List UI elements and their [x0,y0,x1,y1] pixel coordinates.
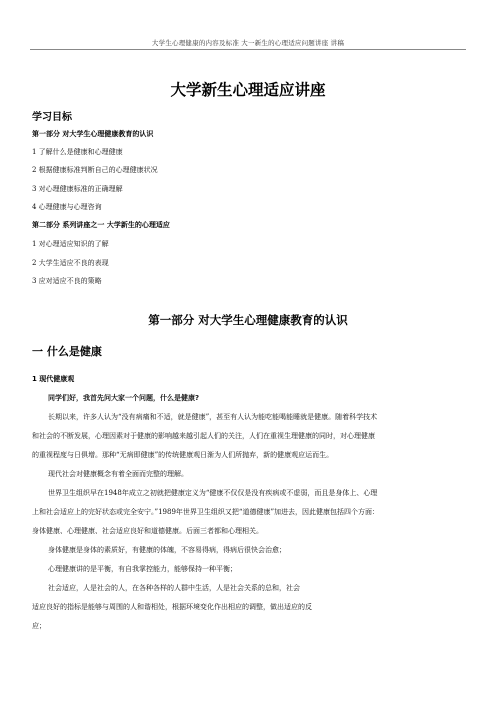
section1-item: 1 了解什么是健康和心理健康 [32,148,123,156]
header-divider [30,49,466,50]
paragraph-line: 身体健康是身体的素质好，有健康的体魄，不容易得病，得病后很快会治愈； [48,546,286,554]
learning-goals-heading: 学习目标 [32,112,72,123]
paragraph-line: 上和社会适应上的完好状态或完全安宁。”1989年世界卫生组织又把“道德健康”加进去，因此健康包括四个方面： [32,508,380,516]
document-title: 大学新生心理适应讲座 [170,81,326,99]
paragraph-line: 的重视程度与日俱增。那种“无病即健康”的传统健康观日渐为人们所抛弃，新的健康观应运而生。 [32,451,334,459]
paragraph-line: 同学们好，我首先问大家一个问题，什么是健康? [48,394,200,402]
paragraph-line: 和社会的不断发展，心理因素对于健康的影响越来越引起人们的关注，人们在重视生理健康的同时，对心理健康 [32,432,375,440]
section1-heading: 第一部分 对大学生心理健康教育的认识 [32,130,154,138]
section2-item: 1 对心理适应知识的了解 [32,240,109,248]
heading-modern-health-view: 1 现代健康观 [32,375,75,383]
paragraph-line: 身体健康、心理健康、社会适应良好和道德健康。后面三者都和心理相关。 [32,527,263,535]
paragraph-line: 应； [32,622,46,630]
paragraph-line: 现代社会对健康概念有着全面而完整的理解。 [48,470,188,478]
paragraph-line: 长期以来，许多人认为“没有病痛和不适，就是健康”，甚至有人认为能吃能喝能睡就是健康。随着科学技术 [48,413,378,421]
section2-item: 2 大学生适应不良的表现 [32,259,109,267]
paragraph-line: 世界卫生组织早在1948年成立之初就把健康定义为“健康不仅仅是没有疾病或不虚弱，而且是身体上、心理 [48,489,378,497]
section2-heading: 第二部分 系列讲座之一 大学新生的心理适应 [32,221,170,229]
paragraph-line: 社会适应，人是社会的人，在各种各样的人群中生活，人是社会关系的总和，社会 [48,584,300,592]
section1-item: 2 根据健康标准判断自己的心理健康状况 [32,166,158,174]
part-title: 第一部分 对大学生心理健康教育的认识 [148,313,348,327]
section1-item: 4 心理健康与心理咨询 [32,203,102,211]
paragraph-line: 心理健康讲的是平衡，有自我掌控能力，能够保持一种平衡； [48,565,237,573]
heading-what-is-health: 一 什么是健康 [32,345,102,358]
section1-item: 3 对心理健康标准的正确理解 [32,185,123,193]
section2-item: 3 应对适应不良的策略 [32,277,102,285]
running-header: 大学生心理健康的内容及标准 大一新生的心理适应问题讲座 讲稿 [151,39,345,47]
paragraph-line: 适应良好的指标是能够与周围的人和谐相处，根据环境变化作出相应的调整，做出适应的反 [32,603,312,611]
